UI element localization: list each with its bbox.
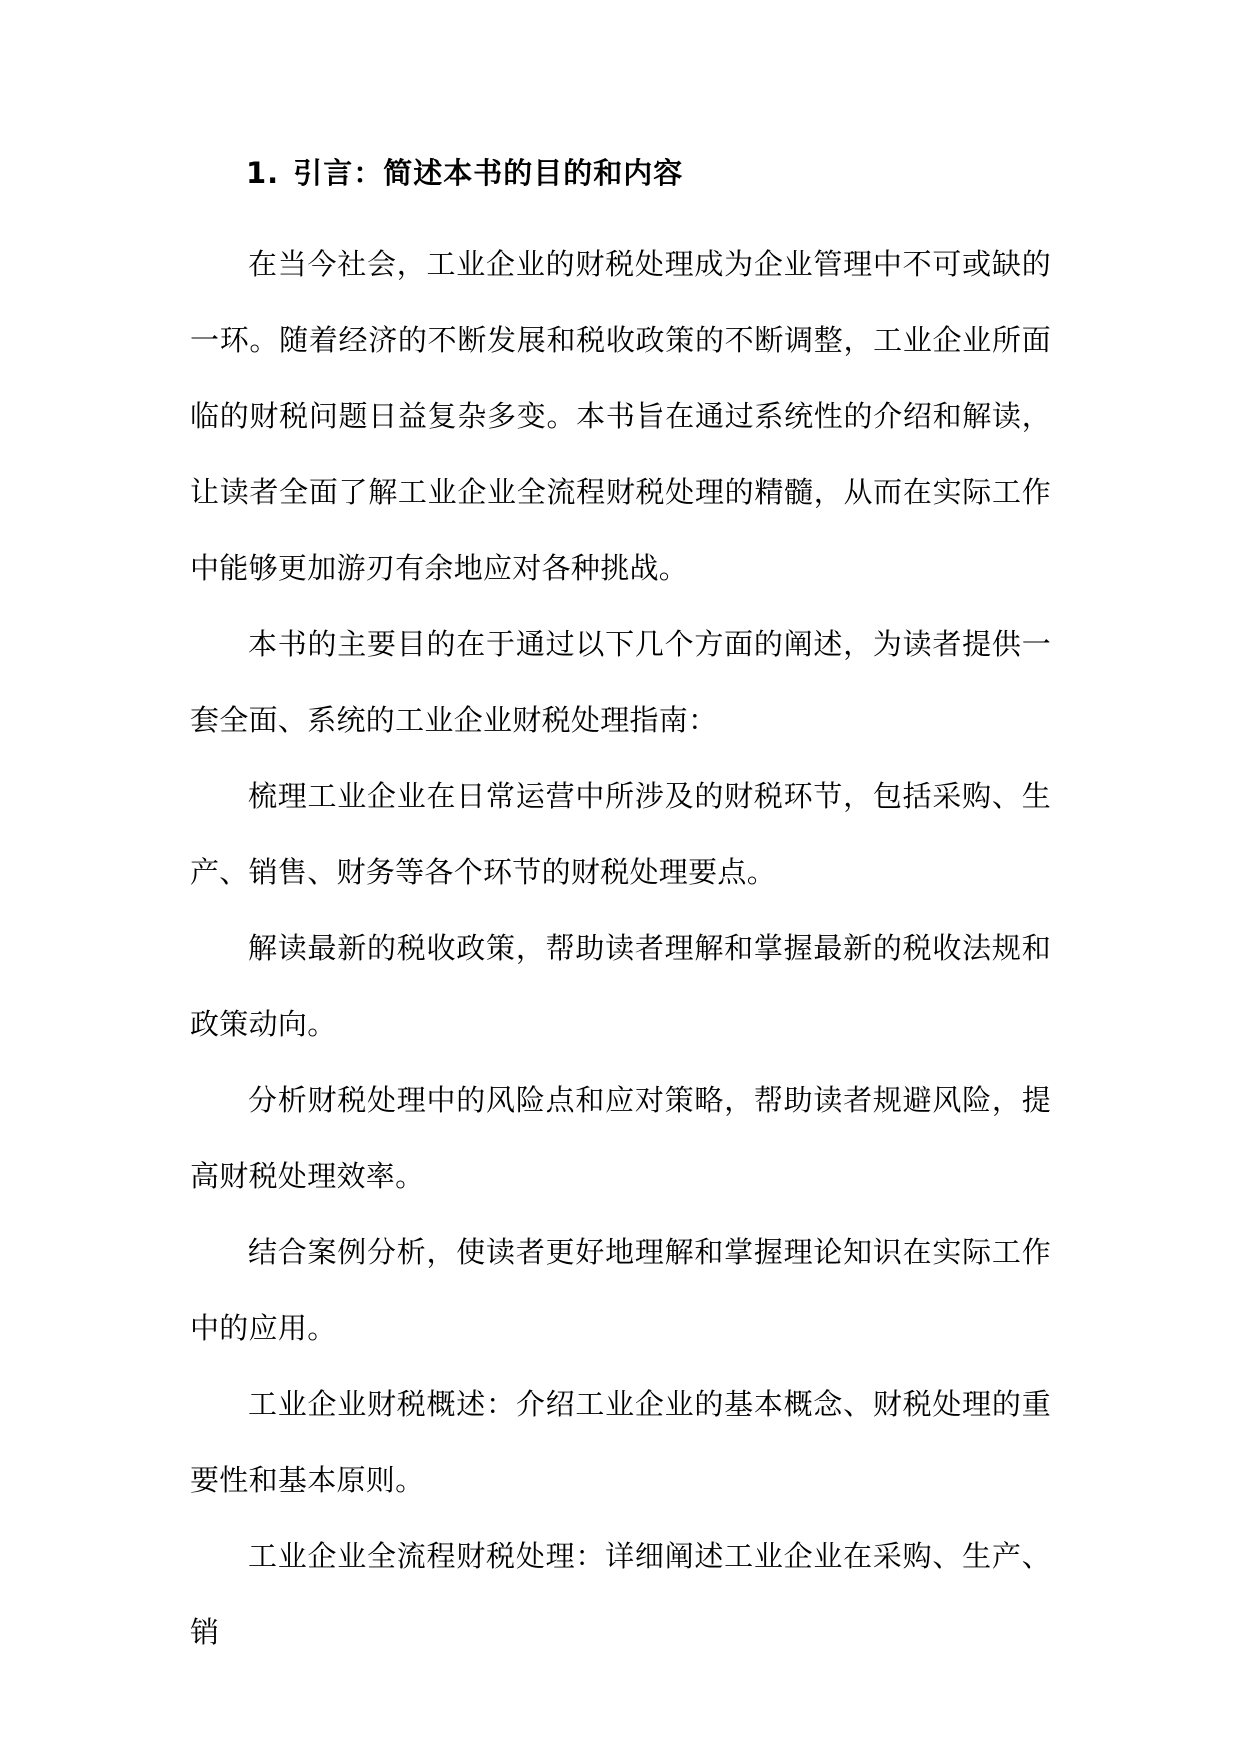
paragraph-full-process: 工业企业全流程财税处理：详细阐述工业企业在采购、生产、销 [190,1539,1051,1649]
section-number: 1. [246,156,280,190]
section-heading [190,150,1051,196]
paragraph-item-risk: 分析财税处理中的风险点和应对策略，帮助读者规避风险，提高财税处理效率。 [190,1083,1051,1193]
paragraph-intro: 在当今社会，工业企业的财税处理成为企业管理中不可或缺的一环。随着经济的不断发展和税收政策的不断调整，工业企业所面临的财税问题日益复杂多变。本书旨在通过系统性的介绍和解读，让读者全面了解工业企业全流程财税处理的精髓，从而在实际工作中能够更加游刃有余地应对各种挑战。 [190,247,1051,585]
section-title: 引言：简述本书的目的和内容 [293,156,684,190]
paragraph-purpose: 本书的主要目的在于通过以下几个方面的阐述，为读者提供一套全面、系统的工业企业财税处理指南： [190,627,1051,737]
paragraph-item-stages: 梳理工业企业在日常运营中所涉及的财税环节，包括采购、生产、销售、财务等各个环节的财税处理要点。 [190,779,1051,889]
paragraph-item-cases: 结合案例分析，使读者更好地理解和掌握理论知识在实际工作中的应用。 [190,1235,1051,1345]
paragraph-item-policy: 解读最新的税收政策，帮助读者理解和掌握最新的税收法规和政策动向。 [190,931,1051,1041]
paragraph-overview: 工业企业财税概述：介绍工业企业的基本概念、财税处理的重要性和基本原则。 [190,1387,1051,1497]
